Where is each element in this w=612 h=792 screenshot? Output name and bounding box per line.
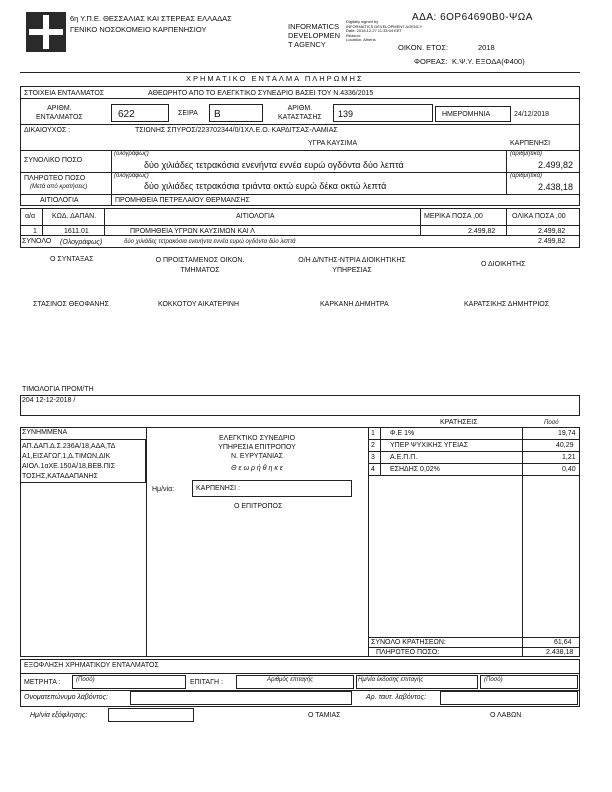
payable-amount-label: ΠΛΗΡΩΤΕΟ ΠΟΣΟ [24,175,86,182]
document-title: ΧΡΗΜΑΤΙΚΟ ΕΝΤΑΛΜΑ ΠΛΗΡΩΜΗΣ [186,74,364,83]
attachments-label: ΣΥΝΗΜΜΕΝΑ [22,429,68,436]
signer-name-governor: ΚΑΡΑΤΣΙΚΗΣ ΔΗΜΗΤΡΙΟΣ [464,301,550,308]
row-total-amount: 2.499,82 [538,228,566,235]
signature-title-governor: Ο ΔΙΟΙΚΗΤΗΣ [481,261,526,268]
ada-code: ΑΔΑ: 6ΟΡ64690Β0-ΨΩΑ [412,12,533,23]
row-code: 1611.01 [64,228,89,235]
series-value: Β [214,109,221,120]
final-payable-label: ΠΛΗΡΩΤΕΟ ΠΟΣΟ: [376,649,440,656]
col-header-code: ΚΩΔ. ΔΑΠΑΝ. [52,213,97,220]
sum-amount: 2.499,82 [538,238,566,245]
signer-name-author: ΣΤΑΣΙΝΟΣ ΘΕΟΦΑΝΗΣ [33,301,109,308]
deduction-name: Α.Ε.Π.Π. [390,454,418,461]
total-words-hint: (ολογράφως) [114,151,149,157]
cheque-label: ΕΠΙΤΑΓΗ : [190,679,223,686]
col-header-reason: ΑΙΤΙΟΛΟΓΙΑ [236,213,275,220]
foreas-label: ΦΟΡΕΑΣ: [414,57,448,66]
fiscal-year-label: ΟΙΚΟΝ. ΕΤΟΣ: [398,43,449,52]
signature-title-author: Ο ΣΥΝΤΑΞΑΣ [50,256,94,263]
receiver-id-label: Αρ. ταυτ. λαβόντος: [366,694,426,701]
payment-section-title: ΕΞΟΦΛΗΣΗ ΧΡΗΜΑΤΙΚΟΥ ΕΝΤΑΛΜΑΤΟΣ [24,662,159,669]
signer-name-finance-head: ΚΟΚΚΟΤΟΥ ΑΙΚΑΤΕΡΙΝΗ [158,301,240,308]
audit-date-label: Ημ/νία: [152,486,175,493]
deduction-no: 4 [371,466,375,473]
row-partial-amount: 2.499,82 [468,228,496,235]
reason-value: ΠΡΟΜΗΘΕΙΑ ΠΕΤΡΕΛΑΙΟΥ ΘΕΡΜΑΝΣΗΣ [115,197,250,204]
deductions-header: ΚΡΑΤΗΣΕΙΣ [440,419,478,426]
deductions-total-label: ΣΥΝΟΛΟ ΚΡΑΤΗΣΕΩΝ: [371,639,446,646]
attachments-list: ΑΠ.ΔΑΠ.Δ.Σ.236Α/18,ΑΔΑ,ΤΔ Α1,ΕΙΣΑΓΩΓ.1,Δ.ΤΙΜΩΝ,ΔΙΚ ΑΙΟΛ.1αΧΕ.150Α/18,ΒΕΒ.ΠΙΣ ΤΟΣΗΣ,ΚΑΤΑΔΑΠΑΝΗΣ [22,443,116,480]
audit-signer: Ο ΕΠΙΤΡΟΠΟΣ [234,503,283,510]
receipt-date-label: Ημ/νία εξόφλησης: [30,712,88,719]
category-value: ΑΘΕΩΡΗΤΟ ΑΠΟ ΤΟ ΕΛΕΓΚΤΙΚΟ ΣΥΝΕΔΡΙΟ ΒΑΣΕΙ ΤΟΥ Ν.4336/2015 [148,90,374,97]
deduction-name: ΕΣΗΔΗΣ 0,02% [390,466,440,473]
total-amount-label: ΣΥΝΟΛΙΚΟ ΠΟΣΟ [24,157,83,164]
hospital-name-line2: ΓΕΝΙΚΟ ΝΟΣΟΚΟΜΕΙΟ ΚΑΡΠΕΝΗΣΙΟΥ [70,25,207,34]
category-label: ΣΤΟΙΧΕΙΑ ΕΝΤΑΛΜΑΤΟΣ [24,90,105,97]
sum-words: δύο χιλιάδες τετρακόσια ενενήντα εννέα ευρώ ογδόντα δύο λεπτά [124,239,296,245]
receiver-signature-title: Ο ΛΑΒΩΝ [490,712,522,719]
payable-amount-sublabel: (Μετά από κρατήσεις) [30,184,88,190]
deduction-no: 2 [371,442,375,449]
order-number-label: ΑΡΙΘΜ. ΕΝΤΑΛΜΑΤΟΣ [36,105,83,121]
order-number-value: 622 [118,109,135,120]
status-number-value: 139 [338,109,354,119]
payable-number-hint: (αριθμητικά) [510,173,542,179]
deduction-amount: 19,74 [558,430,576,437]
total-amount-words: δύο χιλιάδες τετρακόσια ενενήντα εννέα ευρώ ογδόντα δύο λεπτά [144,160,404,170]
cash-label: ΜΕΤΡΗΤΑ : [24,679,61,686]
col-header-partial: ΜΕΡΙΚΑ ΠΟΣΑ ,00 [424,213,483,220]
cheque-issue-date-hint: Ημ/νία έκδοσης επιταγής [358,677,424,683]
deduction-amount: 1,21 [562,454,576,461]
deductions-total-value: 61,64 [554,639,572,646]
fiscal-year-value: 2018 [478,43,495,52]
cash-amount-hint: (Ποσό) [76,677,95,683]
foreas-value: Κ.Ψ.Υ. ΕΞΟΔΑ(Φ400) [452,57,525,66]
deduction-name: Φ.Ε 1% [390,430,415,437]
signature-agency-line1: INFORMATICS [288,22,340,31]
beneficiary-label: ΔΙΚΑΙΟΥΧΟΣ : [24,127,71,134]
beneficiary-extra: ΥΓΡΑ ΚΑΥΣΙΜΑ [308,140,358,147]
receiver-name-label: Ονοματεπώνυμο λαβόντος: [24,694,108,701]
reason-label: ΑΙΤΙΟΛΟΓΙΑ [40,197,79,204]
deduction-name: ΥΠΕΡ ΨΥΧΙΚΗΣ ΥΓΕΙΑΣ [390,442,469,449]
sum-label: ΣΥΝΟΛΟ [22,238,52,245]
signature-title-admin-director: Ο/Η Δ/ΝΤΗΣ-ΝΤΡΙΑ ΔΙΟΙΚΗΤΙΚΗΣ ΥΠΗΡΕΣΙΑΣ [298,257,406,274]
col-header-index: α/α [25,213,36,220]
payable-amount-number: 2.438,18 [538,182,574,192]
audit-place: ΚΑΡΠΕΝΗΣΙ : [196,485,241,492]
beneficiary-city: ΚΑΡΠΕΝΗΣΙ [510,140,551,147]
beneficiary-value: ΤΣΙΩΝΗΣ ΣΠΥΡΟΣ/223702344/0/1ΧΛ.Ε.Ο. ΚΑΡΔΙΤΣΑΣ-ΛΑΜΙΑΣ [135,127,338,134]
hospital-name-line1: 6η Υ.Π.Ε. ΘΕΣΣΑΛΙΑΣ ΚΑΙ ΣΤΕΡΕΑΣ ΕΛΛΑΔΑΣ [70,14,232,23]
signature-agency-line2: DEVELOPMEN [288,31,341,40]
payable-amount-words: δύο χιλιάδες τετρακόσια τριάντα οκτώ ευρώ δέκα οκτώ λεπτά [144,181,387,191]
invoices-value: 204 12-12-2018 / [22,397,76,404]
cheque-number-hint: Αριθμός επιταγής [267,677,314,683]
signature-title-finance-head: Ο ΠΡΟΙΣΤΑΜΕΝΟΣ ΟΙΚΟΝ. ΤΜΗΜΑΤΟΣ [155,257,245,274]
status-number-label: ΑΡΙΘΜ. ΚΑΤΑΣΤΑΣΗΣ [278,105,322,121]
deduction-amount: 0,40 [562,466,576,473]
deduction-amount: 40,29 [556,442,574,449]
deductions-amount-header: Ποσό [544,420,559,426]
audit-office-block: ΕΛΕΓΚΤΙΚΟ ΣΥΝΕΔΡΙΟ ΥΠΗΡΕΣΙΑ ΕΠΙΤΡΟΠΟΥ Ν. ΕΥΡΥΤΑΝΙΑΣ Θ ε ω ρ ή θ η κ ε [218,435,296,472]
date-value: 24/12/2018 [514,111,550,118]
deduction-no: 1 [371,430,375,437]
date-label: ΗΜΕΡΟΜΗΝΙΑ [442,111,491,118]
series-label: ΣΕΙΡΑ [178,110,198,117]
signature-agency-line3: T AGENCY [288,40,326,49]
invoices-label: ΤΙΜΟΛΟΓΙΑ ΠΡΟΜ/ΤΗ [22,386,94,393]
total-amount-number: 2.499,82 [538,160,574,170]
signer-name-admin-director: ΚΑΡΚΑΝΗ ΔΗΜΗΤΡΑ [320,301,389,308]
row-reason: ΠΡΟΜΗΘΕΙΑ ΥΓΡΩΝ ΚΑΥΣΙΜΩΝ ΚΑΙ Λ [130,228,255,235]
final-payable-value: 2.438,18 [546,649,574,656]
payable-words-hint: (ολογράφως) [114,173,149,179]
cashier-signature-title: Ο ΤΑΜΙΑΣ [308,712,341,719]
digital-signature-details: Digitally signed by INFORMATICS DEVELOPMENT AGENCY Date: 2018.12.27 11:33:04 EET Reason: Location: Athens [346,19,423,42]
sum-words-hint: (Ολογράφως) [60,239,103,246]
total-number-hint: (αριθμητικά) [510,151,542,157]
hospital-cross-logo [26,12,66,52]
row-index: 1 [33,228,37,235]
cheque-amount-hint: (Ποσό) [484,677,503,683]
deduction-no: 3 [371,454,375,461]
col-header-total: ΟΛΙΚΑ ΠΟΣΑ ,00 [512,213,566,220]
